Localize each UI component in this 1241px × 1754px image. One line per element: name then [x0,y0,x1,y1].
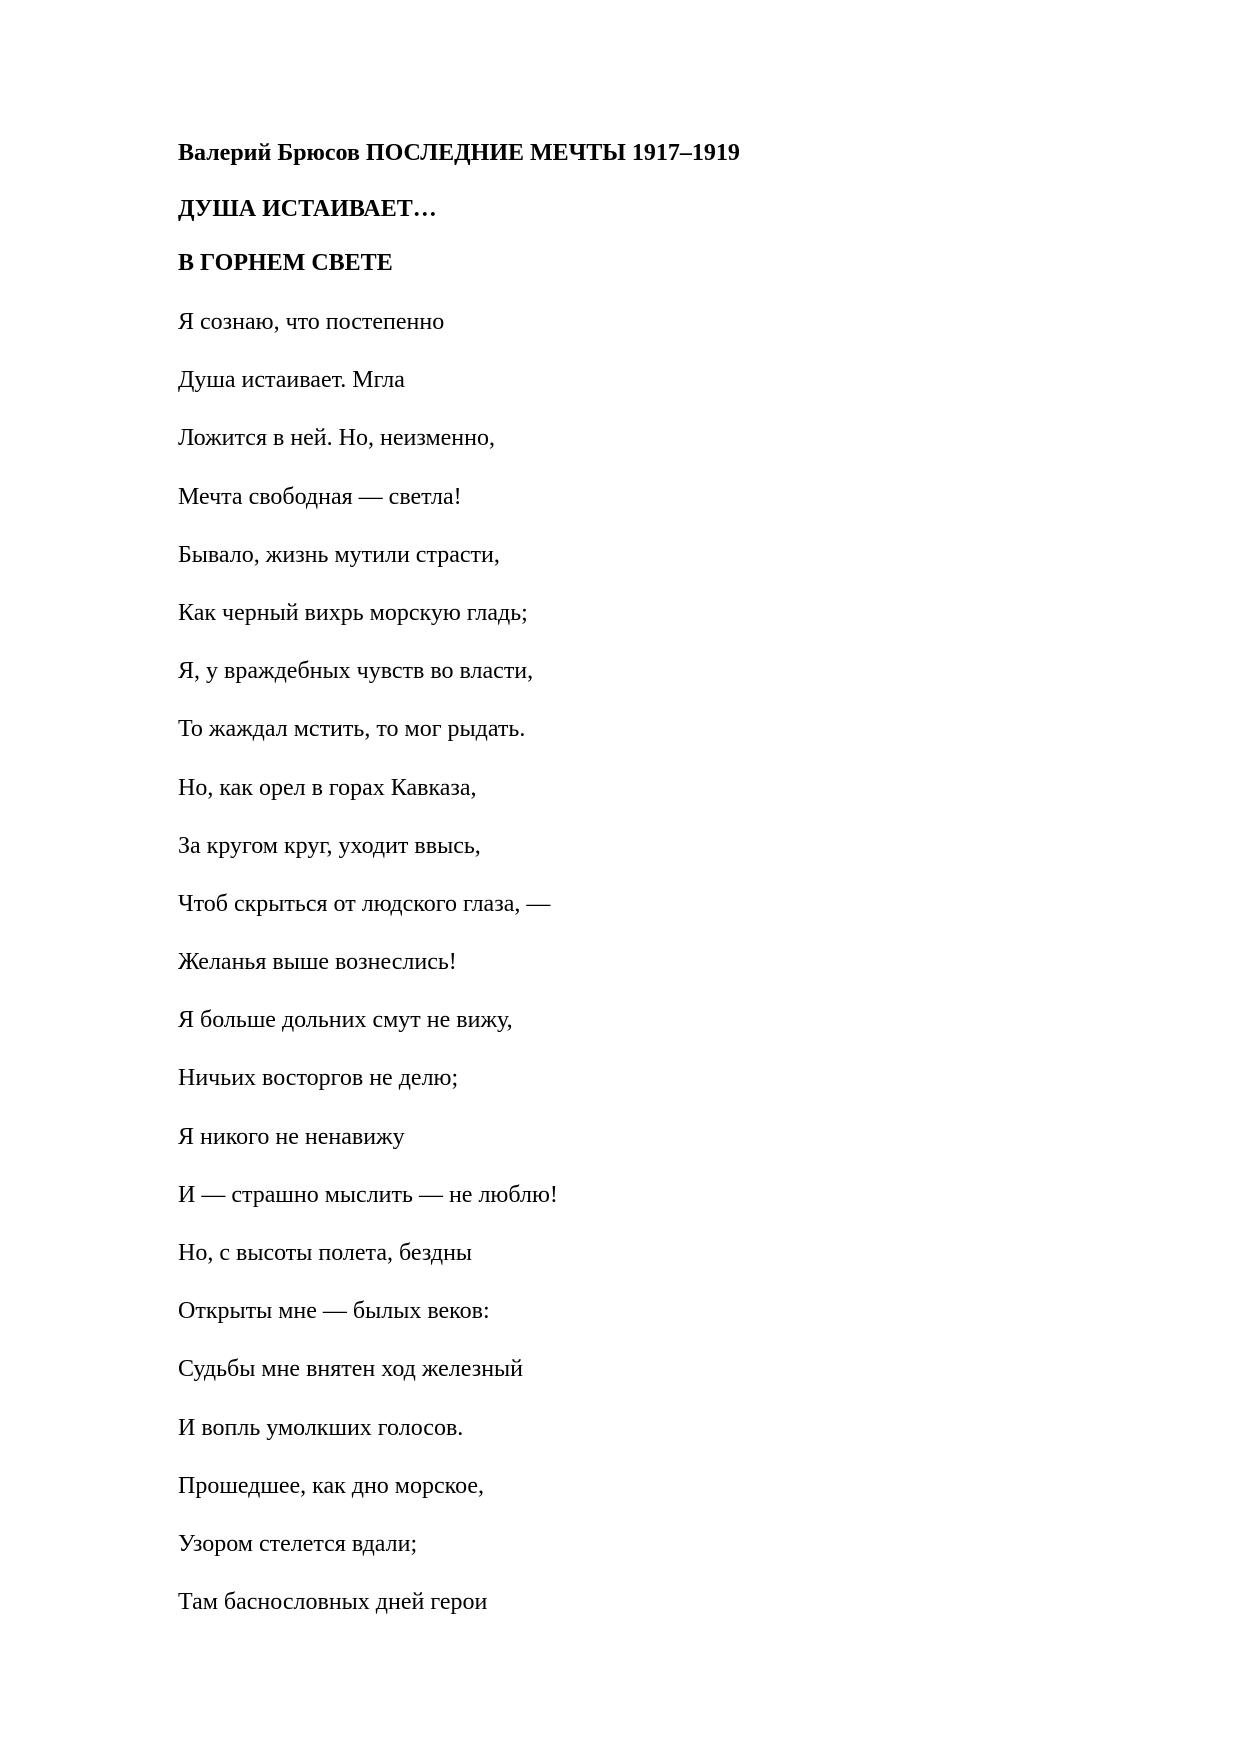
poem-line: Открыты мне — былых веков: [178,1298,490,1325]
poem-line: Как черный вихрь морскую гладь; [178,599,528,626]
poem-line: Бывало, жизнь мутили страсти, [178,541,500,568]
poem-line: Я сознаю, что постепенно [178,309,445,335]
poem-line: Судьбы мне внятен ход железный [178,1356,524,1383]
poem-line: Душа истаивает. Мгла [178,367,405,394]
poem-line: Узором стелется вдали; [178,1530,418,1557]
poem-line: Я, у враждебных чувств во власти, [178,658,534,685]
section-title: ДУША ИСТАИВАЕТ… [178,196,437,222]
poem-line: За кругом круг, уходит ввысь, [178,832,481,859]
document-header: Валерий Брюсов ПОСЛЕДНИЕ МЕЧТЫ 1917–1919 [178,140,740,166]
poem-line: Я больше дольних смут не вижу, [178,1007,513,1034]
poem-title: В ГОРНЕМ СВЕТЕ [178,250,393,276]
poem-line: Желанья выше вознеслись! [178,949,457,976]
poem-line: Но, с высоты полета, бездны [178,1240,473,1266]
poem-line: Там баснословных дней герои [178,1589,488,1616]
poem-line: Мечта свободная — светла! [178,483,462,510]
poem-line: Но, как орел в горах Кавказа, [178,774,477,801]
poem-line: И вопль умолкших голосов. [178,1414,464,1441]
poem-line: Я никого не ненавижу [178,1123,405,1150]
poem-line: Ложится в ней. Но, неизменно, [178,425,495,452]
poem-line: И — страшно мыслить — не люблю! [178,1181,558,1208]
poem-line: Прошедшее, как дно морское, [178,1472,485,1499]
poem-line: То жаждал мстить, то мог рыдать. [178,716,526,743]
poem-body [178,308,558,1646]
poem-line: Ничьих восторгов не делю; [178,1065,459,1092]
poem-line: Чтоб скрыться от людского глаза, — [178,890,551,917]
